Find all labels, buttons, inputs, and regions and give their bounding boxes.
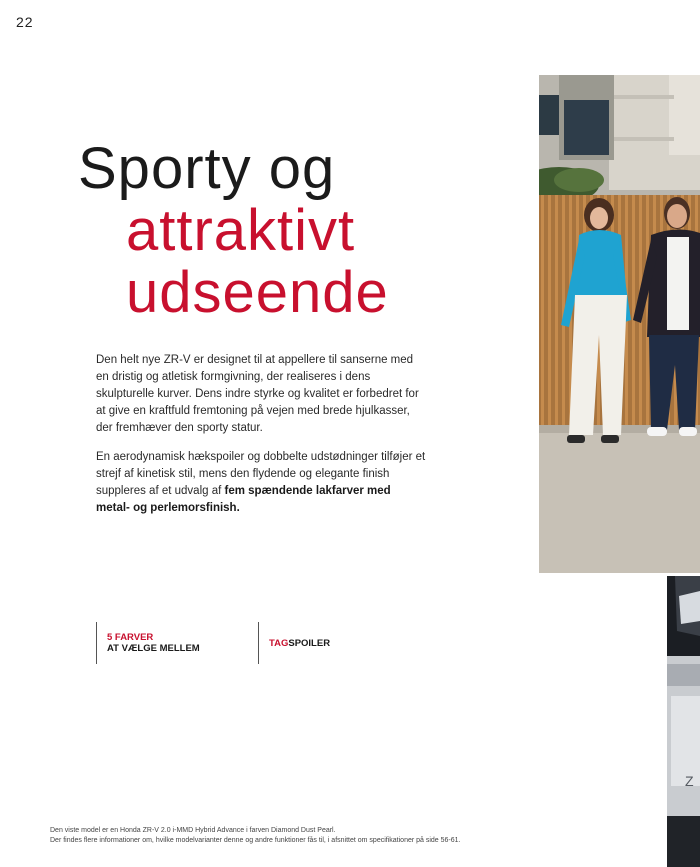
body-paragraph-2-bold: fem spændende lakfarver med metal- og perlemorsfinish. xyxy=(96,485,391,514)
body-paragraph-1: Den helt nye ZR-V er designet til at appellere til sanserne med en dristig og atletisk formgivning, der realiseres i dens skulpturelle kurver. Dens indre styrke og kvalitet er forbedret for at give en kraftfuld fremtoning på vejen med brede hjulkasser, der fremhæver den sporty statur. xyxy=(96,354,419,434)
feature-spoiler xyxy=(258,622,409,664)
headline-line-2: attraktivt xyxy=(126,198,356,263)
footnote xyxy=(50,826,461,846)
car-photo xyxy=(667,576,700,867)
footnote-line-1: Den viste model er en Honda ZR-V 2.0 i-MMD Hybrid Advance i farven Diamond Dust Pearl. xyxy=(50,827,336,834)
feature-spoiler-highlight: TAG xyxy=(269,637,289,649)
headline xyxy=(78,138,389,324)
feature-spoiler-label xyxy=(269,638,409,649)
car-badge: Z xyxy=(685,773,694,789)
page-number: 22 xyxy=(16,14,34,30)
body-paragraph-2-text: En aerodynamisk hækspoiler og dobbelte udstødninger tilføjer et strejf af kinetisk stil, mens den flydende og elegante finish suppleres af et udvalg af xyxy=(96,451,426,497)
lifestyle-photo xyxy=(539,75,700,573)
headline-line-3: udseende xyxy=(126,260,389,325)
feature-colors-highlight: 5 FARVER xyxy=(107,632,154,643)
feature-colors-text: AT VÆLGE MELLEM xyxy=(107,643,200,654)
feature-colors xyxy=(96,622,247,664)
headline-line-1: Sporty og xyxy=(78,136,336,201)
body-text xyxy=(96,352,426,529)
footnote-line-2: Der findes flere informationer om, hvilke modelvarianter denne og andre funktioner fås til, i afsnittet om specifikationer på side 56-61. xyxy=(50,837,461,844)
feature-spoiler-text: SPOILER xyxy=(288,637,331,649)
body-paragraph-2 xyxy=(96,449,426,517)
